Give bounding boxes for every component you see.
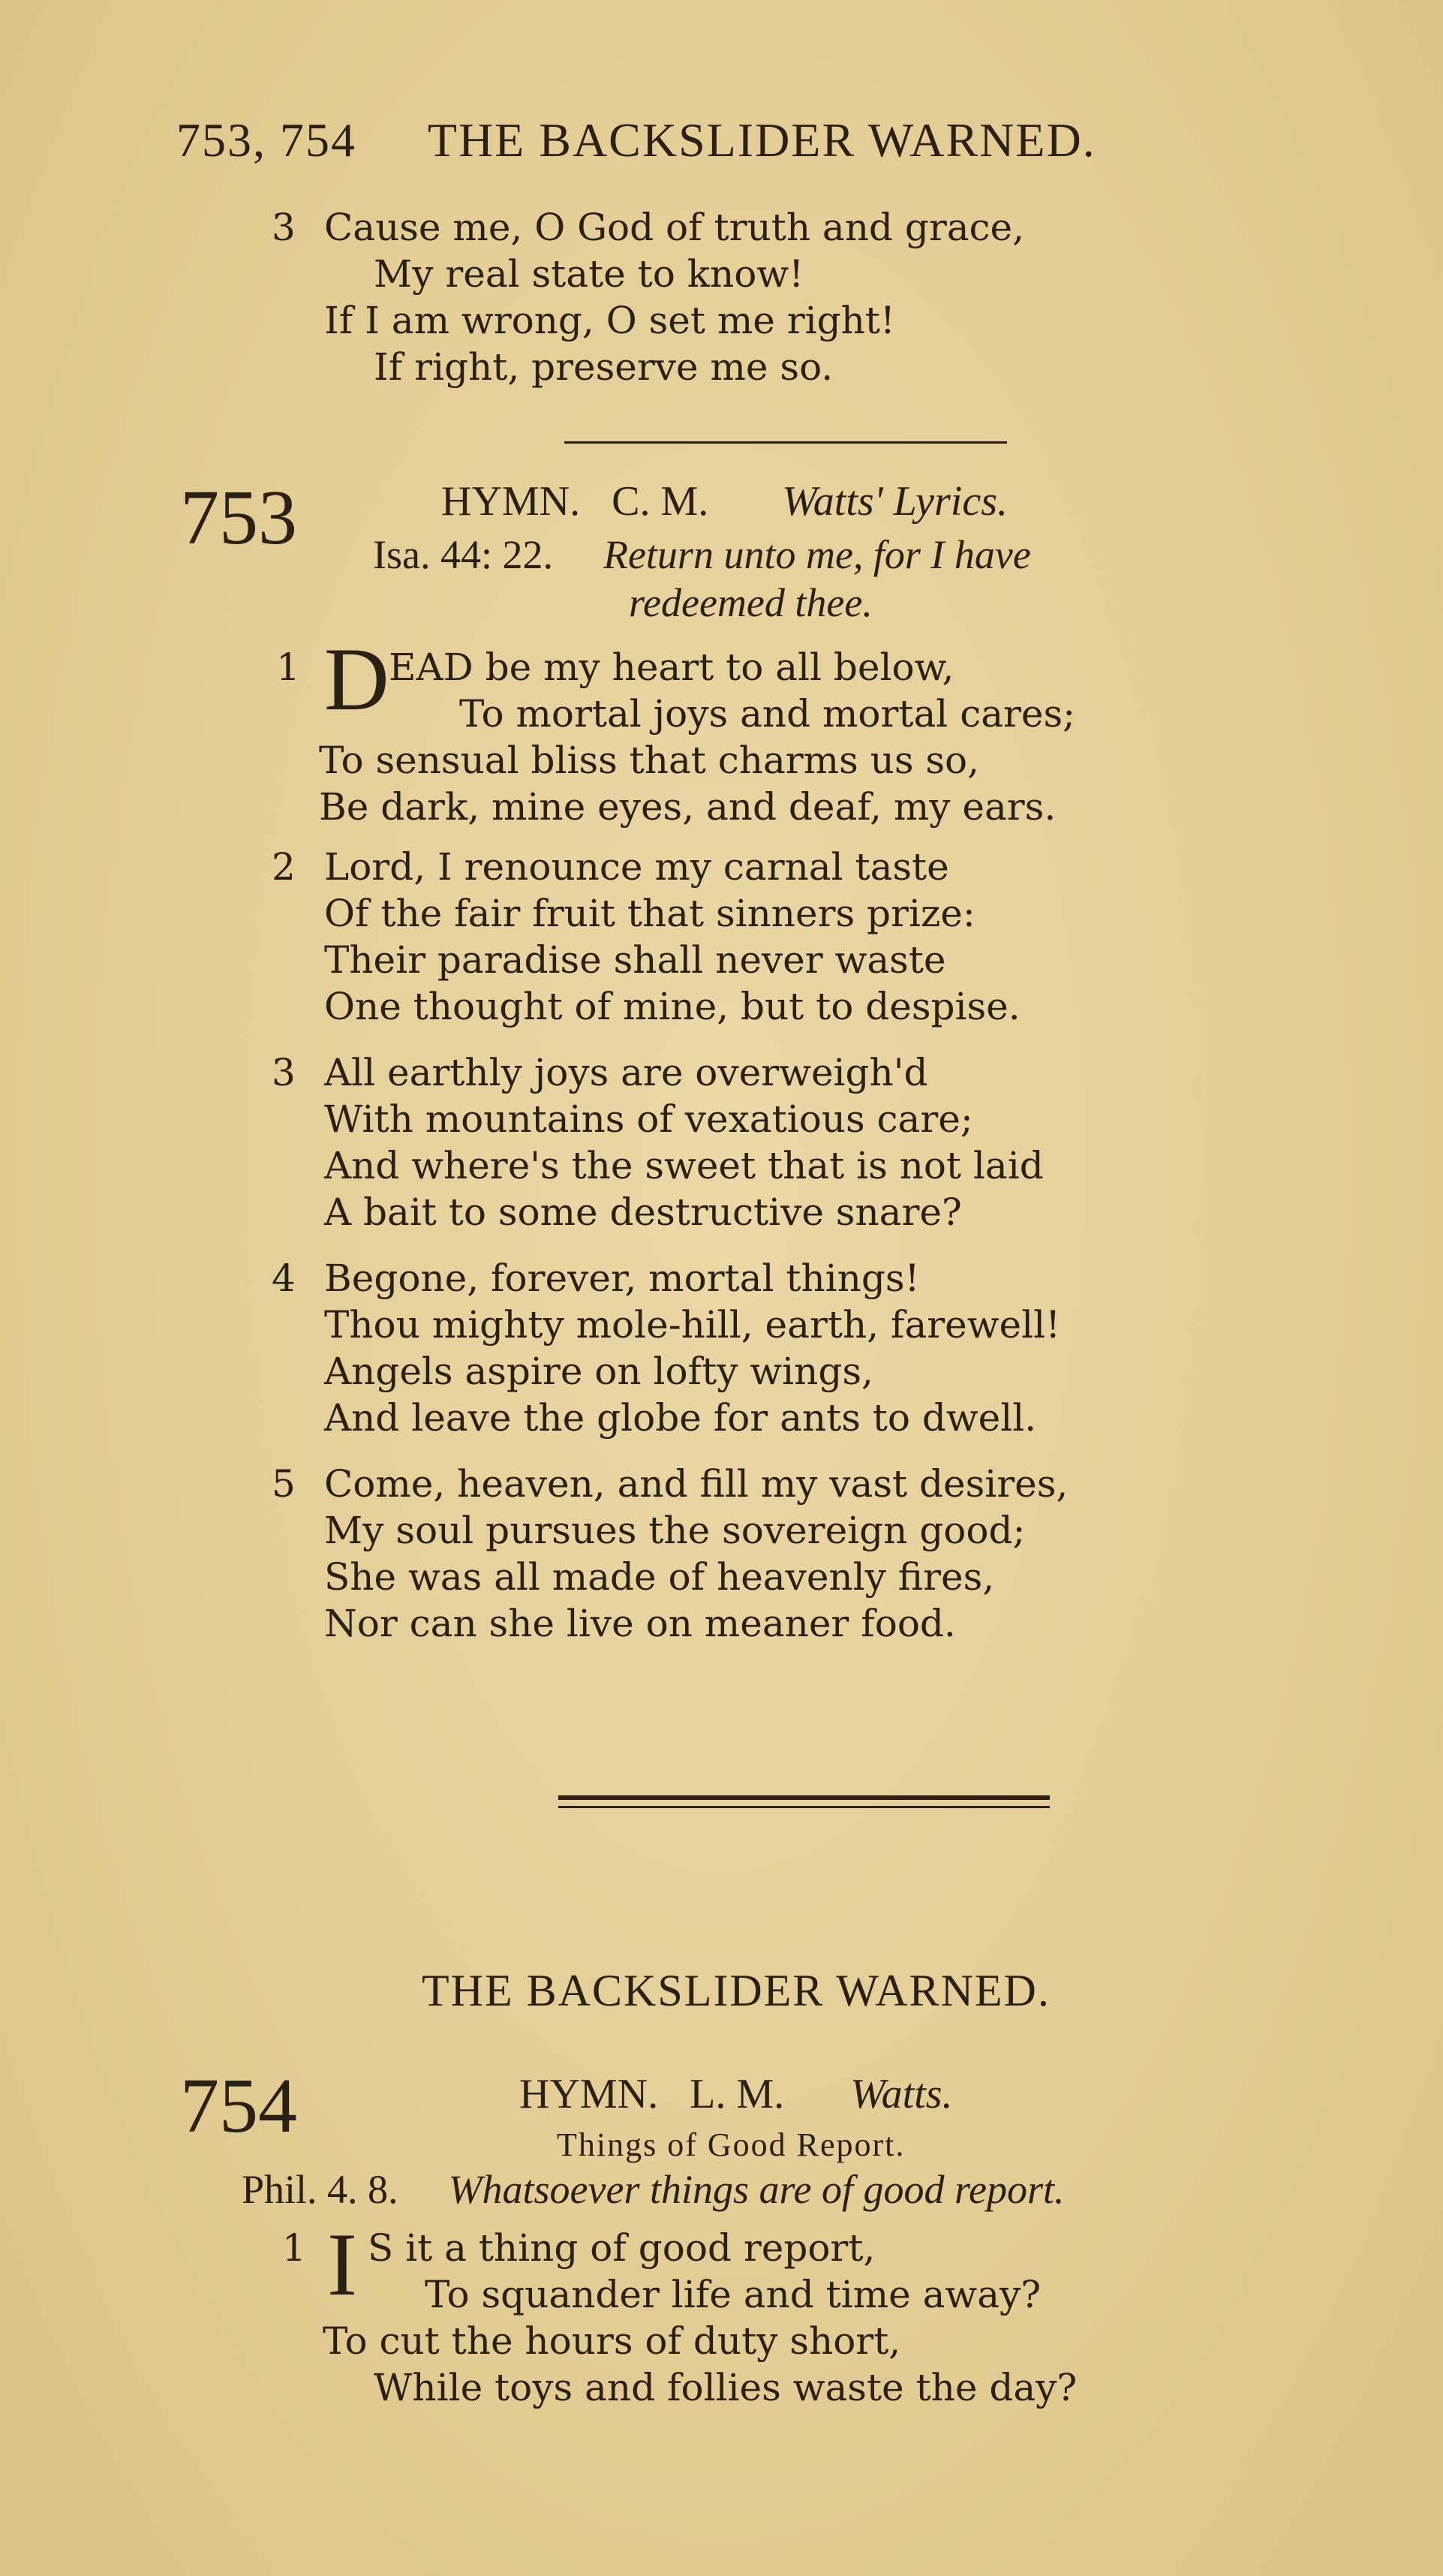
verse-line: To sensual bliss that charms us so, bbox=[319, 739, 980, 782]
verse-line: While toys and follies waste the day? bbox=[374, 2366, 1078, 2409]
hymn-753-heading-line bbox=[441, 477, 1008, 525]
hymn-753-author: Watts' Lyrics. bbox=[782, 478, 1008, 525]
verse-line: Cause me, O God of truth and grace, bbox=[324, 206, 1025, 249]
verse-line: A bait to some destructive snare? bbox=[324, 1190, 962, 1234]
section-double-rule-top bbox=[558, 1795, 1050, 1800]
verse-line: And where's the sweet that is not laid bbox=[324, 1144, 1044, 1187]
running-header bbox=[176, 113, 1096, 168]
scripture-ref: Isa. 44: 22. bbox=[373, 532, 553, 577]
verse-line: And leave the globe for ants to dwell. bbox=[324, 1396, 1037, 1440]
section-double-rule-bottom bbox=[558, 1806, 1050, 1808]
stanza-number: 5 bbox=[272, 1462, 296, 1506]
verse-line: To squander life and time away? bbox=[425, 2273, 1042, 2316]
stanza-number: 3 bbox=[272, 206, 296, 249]
scripture-text: Whatsoever things are of good report. bbox=[448, 2167, 1065, 2212]
hymn-753-scripture bbox=[373, 531, 1031, 578]
verse-line: Lord, I renounce my carnal taste bbox=[324, 845, 949, 889]
verse-line: Their paradise shall never waste bbox=[324, 938, 946, 982]
verse-line: She was all made of heavenly fires, bbox=[324, 1555, 995, 1599]
hymn-754-scripture bbox=[242, 2166, 1064, 2213]
scripture-text: Return unto me, for I have bbox=[603, 532, 1031, 577]
verse-line: If I am wrong, O set me right! bbox=[324, 299, 896, 342]
scripture-ref: Phil. 4. 8. bbox=[242, 2167, 398, 2212]
verse-line: My real state to know! bbox=[374, 252, 804, 296]
verse-line: One thought of mine, but to despise. bbox=[324, 985, 1021, 1028]
stanza-number: 4 bbox=[272, 1256, 296, 1300]
drop-cap: D bbox=[324, 629, 389, 729]
verse-line: Nor can she live on meaner food. bbox=[324, 1602, 956, 1645]
stanza-number: 1 bbox=[282, 2226, 306, 2270]
hymn-753-number: 753 bbox=[180, 474, 297, 561]
verse-line: EAD be my heart to all below, bbox=[389, 646, 954, 689]
divider-rule bbox=[564, 441, 1007, 444]
stanza-number: 3 bbox=[272, 1051, 296, 1094]
hymn-754-heading-line bbox=[519, 2070, 953, 2118]
hymn-754-number: 754 bbox=[180, 2063, 297, 2149]
hymn-754-meter: HYMN. L. M. bbox=[519, 2071, 785, 2117]
verse-line: To mortal joys and mortal cares; bbox=[459, 692, 1075, 736]
header-page-numbers: 753, 754 bbox=[176, 113, 356, 167]
scripture-text-continued: redeemed thee. bbox=[629, 580, 873, 625]
verse-line: S it a thing of good report, bbox=[368, 2226, 876, 2270]
stanza-number: 2 bbox=[272, 845, 296, 889]
verse-line: With mountains of vexatious care; bbox=[324, 1097, 973, 1141]
hymn-753-meter: HYMN. C. M. bbox=[441, 478, 709, 525]
verse-line: Begone, forever, mortal things! bbox=[324, 1256, 920, 1300]
verse-line: Be dark, mine eyes, and deaf, my ears. bbox=[319, 785, 1057, 829]
verse-line: My soul pursues the sovereign good; bbox=[324, 1509, 1026, 1552]
verse-line: Come, heaven, and fill my vast desires, bbox=[324, 1462, 1069, 1506]
verse-line: If right, preserve me so. bbox=[374, 345, 834, 389]
verse-line: Of the fair fruit that sinners prize: bbox=[324, 892, 976, 935]
section-title: THE BACKSLIDER WARNED. bbox=[422, 1966, 1051, 2015]
verse-line: To cut the hours of duty short, bbox=[323, 2319, 901, 2363]
hymn-754-subtitle: Things of Good Report. bbox=[557, 2126, 906, 2163]
stanza-number: 1 bbox=[276, 646, 300, 689]
verse-line: Angels aspire on lofty wings, bbox=[324, 1350, 873, 1393]
drop-cap: I bbox=[327, 2214, 357, 2314]
verse-line: Thou mighty mole-hill, earth, farewell! bbox=[324, 1303, 1061, 1347]
header-title: THE BACKSLIDER WARNED. bbox=[427, 113, 1096, 167]
hymn-754-author: Watts. bbox=[850, 2071, 953, 2117]
verse-line: All earthly joys are overweigh'd bbox=[324, 1051, 928, 1094]
